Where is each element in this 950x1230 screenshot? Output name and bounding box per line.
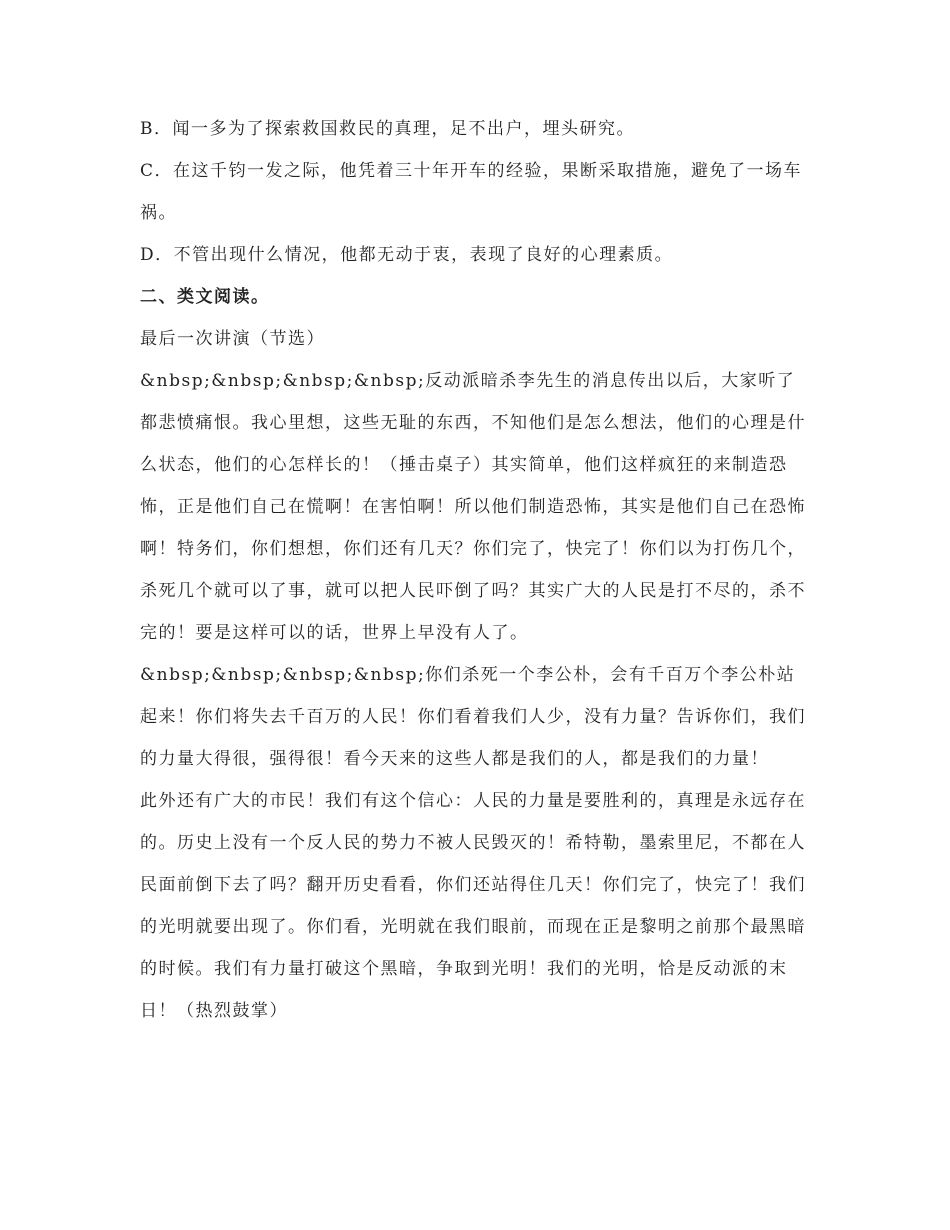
passage-paragraph-3: 此外还有广大的市民！我们有这个信心：人民的力量是要胜利的，真理是永远存在的。历史上没有一个反人民的势力不被人民毁灭的！希特勒，墨索里尼，不都在人民面前倒下去了吗？翻开历史看看，你们还站得住几天！你们完了，快完了！我们的光明就要出现了。你们看，光明就在我们眼前，而现在正是黎明之前那个最黑暗的时候。我们有力量打破这个黑暗，争取到光明！我们的光明，恰是反动派的末日！（热烈鼓掌）	[140, 791, 806, 1021]
passage-title: 最后一次讲演（节选）	[140, 329, 325, 349]
passage-paragraph-2: &nbsp;&nbsp;&nbsp;&nbsp;你们杀死一个李公朴，会有千百万个李公朴站起来！你们将失去千百万的人民！你们看着我们人少，没有力量？告诉你们，我们的力量大得很，强得很！看今天来的这些人都是我们的人，都是我们的力量！	[140, 665, 806, 769]
section-heading: 二、类文阅读。	[140, 287, 270, 307]
option-b-text: B．闻一多为了探索救国救民的真理，足不出户，埋头研究。	[140, 119, 635, 139]
passage-paragraph-1: &nbsp;&nbsp;&nbsp;&nbsp;反动派暗杀李先生的消息传出以后，大家听了都悲愤痛恨。我心里想，这些无耻的东西，不知他们是怎么想法，他们的心理是什么状态，他们的心怎样长的！（捶击桌子）其实简单，他们这样疯狂的来制造恐怖，正是他们自己在慌啊！在害怕啊！所以他们制造恐怖，其实是他们自己在恐怖啊！特务们，你们想想，你们还有几天？你们完了，快完了！你们以为打伤几个，杀死几个就可以了事，就可以把人民吓倒了吗？其实广大的人民是打不尽的，杀不完的！要是这样可以的话，世界上早没有人了。	[140, 371, 806, 643]
option-c-text: C．在这千钧一发之际，他凭着三十年开车的经验，果断采取措施，避免了一场车祸。	[140, 161, 803, 223]
option-d-text: D．不管出现什么情况，他都无动于衷，表现了良好的心理素质。	[140, 245, 674, 265]
document-page	[140, 108, 812, 1032]
